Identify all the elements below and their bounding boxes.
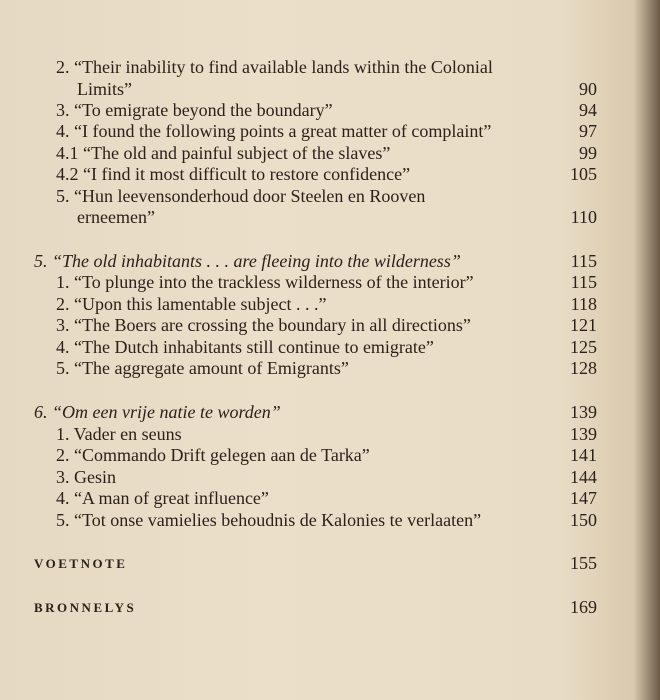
entry-title: 5. “Tot onse vamielies behoudnis de Kalonies te verlaaten” bbox=[56, 510, 482, 530]
entry-title: 2. “Commando Drift gelegen aan de Tarka” bbox=[56, 445, 370, 465]
page-number: 118 bbox=[570, 294, 597, 314]
page-number: 97 bbox=[579, 121, 597, 141]
toc-chapter-row bbox=[0, 401, 660, 423]
toc-entry-row bbox=[0, 206, 660, 228]
page-number: 141 bbox=[570, 445, 597, 465]
toc-entry-row bbox=[0, 56, 660, 78]
page-number: 147 bbox=[570, 488, 597, 508]
section-title: BRONNELYS bbox=[34, 600, 137, 615]
page-number: 144 bbox=[570, 467, 597, 487]
toc-entry-row bbox=[0, 466, 660, 488]
page-number: 121 bbox=[570, 315, 597, 335]
toc-entry-row bbox=[0, 99, 660, 121]
entry-title: 3. Gesin bbox=[56, 467, 116, 487]
toc-entry-row bbox=[0, 357, 660, 379]
page-number: 125 bbox=[570, 337, 597, 357]
entry-title: 2. “Their inability to find available lands within the Colonial bbox=[56, 57, 493, 77]
toc-section-row bbox=[0, 552, 660, 574]
page-number: 150 bbox=[570, 510, 597, 530]
toc-entry-row bbox=[0, 142, 660, 164]
page-number: 115 bbox=[570, 251, 597, 271]
entry-title: 5. “The aggregate amount of Emigrants” bbox=[56, 358, 349, 378]
chapter-title: 6. “Om een vrije natie te worden” bbox=[34, 402, 281, 422]
entry-title: 4. “I found the following points a great matter of complaint” bbox=[56, 121, 492, 141]
toc-entry-row bbox=[0, 487, 660, 509]
page-number: 169 bbox=[570, 597, 597, 617]
toc-entry-row bbox=[0, 120, 660, 142]
entry-title: 1. Vader en seuns bbox=[56, 424, 182, 444]
entry-title: erneemen” bbox=[77, 207, 155, 227]
toc-entry-row bbox=[0, 509, 660, 531]
chapter-title: 5. “The old inhabitants . . . are fleeing into the wilderness” bbox=[34, 251, 461, 271]
toc-entry-row bbox=[0, 271, 660, 293]
entry-title: 4.1 “The old and painful subject of the slaves” bbox=[56, 143, 391, 163]
page-number: 94 bbox=[579, 100, 597, 120]
page-number: 139 bbox=[570, 402, 597, 422]
page-number: 99 bbox=[579, 143, 597, 163]
toc-entry-row bbox=[0, 314, 660, 336]
page-number: 115 bbox=[570, 272, 597, 292]
toc-chapter-row bbox=[0, 250, 660, 272]
toc-entry-row bbox=[0, 78, 660, 100]
entry-title: 1. “To plunge into the trackless wilderness of the interior” bbox=[56, 272, 474, 292]
page-number: 128 bbox=[570, 358, 597, 378]
toc-entry-row bbox=[0, 185, 660, 207]
section-title: VOETNOTE bbox=[34, 556, 128, 571]
page-number: 90 bbox=[579, 79, 597, 99]
entry-title: Limits” bbox=[77, 79, 132, 99]
entry-title: 5. “Hun leevensonderhoud door Steelen en Rooven bbox=[56, 186, 426, 206]
entry-title: 3. “To emigrate beyond the boundary” bbox=[56, 100, 333, 120]
toc-entry-row bbox=[0, 336, 660, 358]
entry-title: 2. “Upon this lamentable subject . . .” bbox=[56, 294, 327, 314]
page-number: 110 bbox=[570, 207, 597, 227]
page-number: 105 bbox=[570, 164, 597, 184]
toc-entry-row bbox=[0, 163, 660, 185]
entry-title: 4.2 “I find it most difficult to restore confidence” bbox=[56, 164, 411, 184]
page-number: 139 bbox=[570, 424, 597, 444]
page-number: 155 bbox=[570, 553, 597, 573]
entry-title: 4. “A man of great influence” bbox=[56, 488, 269, 508]
toc-entry-row bbox=[0, 423, 660, 445]
toc-entry-row bbox=[0, 293, 660, 315]
toc-entry-row bbox=[0, 444, 660, 466]
toc-section-row bbox=[0, 596, 660, 618]
entry-title: 4. “The Dutch inhabitants still continue to emigrate” bbox=[56, 337, 434, 357]
entry-title: 3. “The Boers are crossing the boundary in all directions” bbox=[56, 315, 471, 335]
